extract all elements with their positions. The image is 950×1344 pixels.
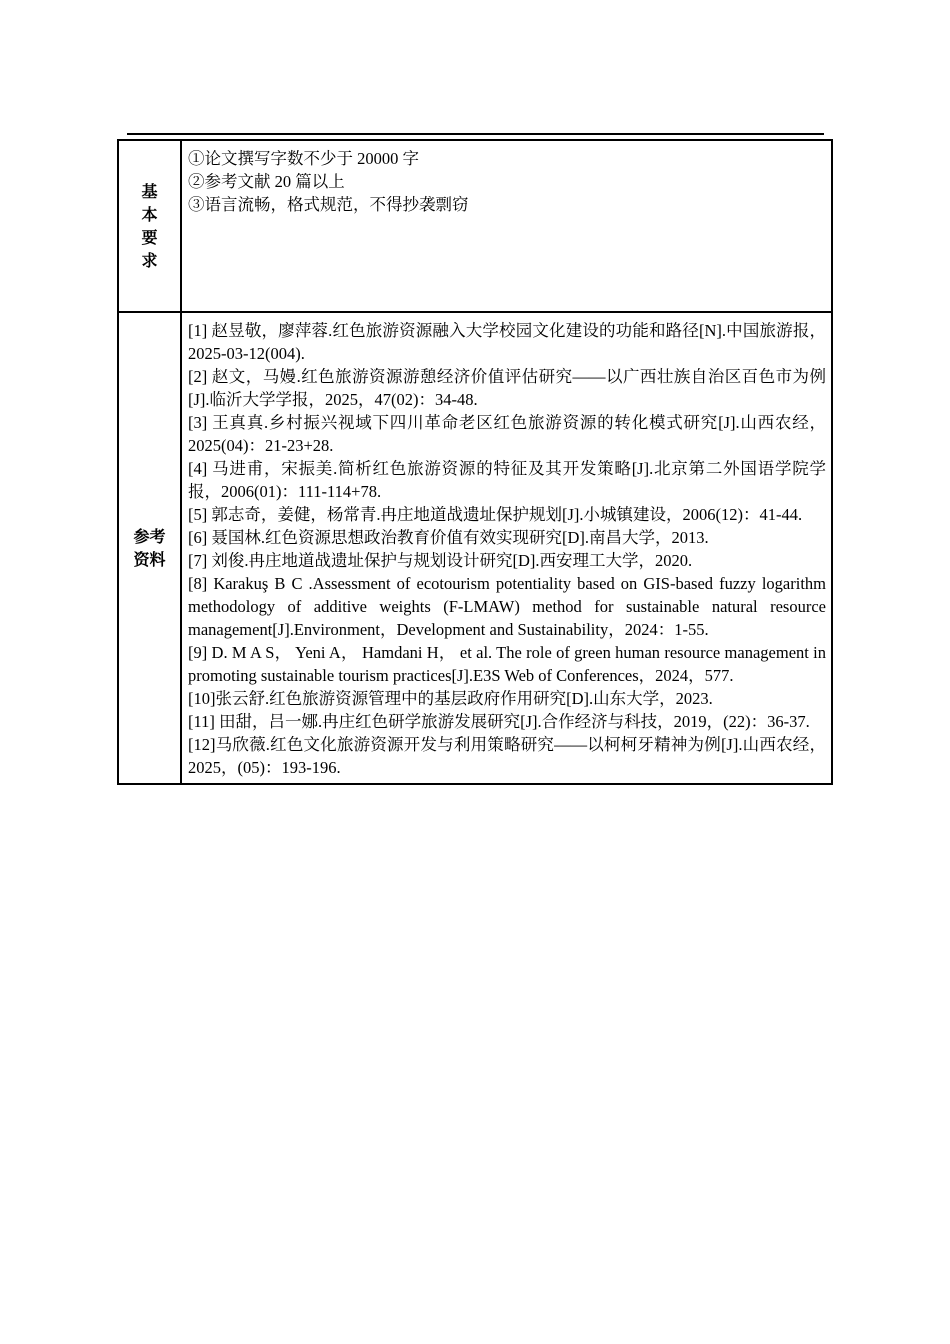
reference-item: [1] 赵昱敬，廖萍蓉.红色旅游资源融入大学校园文化建设的功能和路径[N].中国旅游报，2025-03-12(004).: [188, 321, 826, 363]
requirement-item: ③语言流畅，格式规范，不得抄袭剽窃: [188, 195, 469, 214]
references-label: [118, 312, 181, 784]
reference-item: [10]张云舒.红色旅游资源管理中的基层政府作用研究[D].山东大学，2023.: [188, 689, 713, 708]
reference-item: [5] 郭志奇，姜健，杨常青.冉庄地道战遗址保护规划[J].小城镇建设，2006(12)：41-44.: [188, 505, 803, 524]
requirement-item: ②参考文献 20 篇以上: [188, 172, 345, 191]
reference-item: [2] 赵文，马嫚.红色旅游资源游憩经济价值评估研究——以广西壮族自治区百色市为例[J].临沂大学学报，2025，47(02)：34-48.: [188, 367, 826, 409]
reference-item: [8] Karakuş B C .Assessment of ecotourism potentiality based on GIS-based fuzzy logarithm methodology of additive weights (F-LMAW) method for sustainable natural resource management[J].Environment，Development and Sustainability，2024：1-55.: [188, 574, 826, 639]
references-row: [118, 312, 832, 784]
requirements-row: [118, 140, 832, 312]
reference-item: [6] 聂国林.红色资源思想政治教育价值有效实现研究[D].南昌大学，2013.: [188, 528, 709, 547]
reference-item: [3] 王真真.乡村振兴视域下四川革命老区红色旅游资源的转化模式研究[J].山西农经，2025(04)：21-23+28.: [188, 413, 826, 455]
reference-item: [7] 刘俊.冉庄地道战遗址保护与规划设计研究[D].西安理工大学，2020.: [188, 551, 693, 570]
reference-item: [4] 马进甫，宋振美.简析红色旅游资源的特征及其开发策略[J].北京第二外国语学院学报，2006(01)：111-114+78.: [188, 459, 826, 501]
reference-item: [11] 田甜，吕一娜.冉庄红色研学旅游发展研究[J].合作经济与科技，2019，(22)：36-37.: [188, 712, 810, 731]
requirements-label-char: 基: [141, 182, 158, 201]
reference-item: [9] D. M A S， Yeni A， Hamdani H， et al. The role of green human resource management in promoting sustainable tourism practices[J].E3S Web of Conferences，2024，577.: [188, 643, 826, 685]
requirement-item: ①论文撰写字数不少于 20000 字: [188, 149, 419, 168]
requirements-label-char: 要: [141, 228, 158, 247]
requirements-label-char: 求: [141, 251, 158, 270]
reference-item: [12]马欣薇.红色文化旅游资源开发与利用策略研究——以柯柯牙精神为例[J].山西农经，2025，(05)：193-196.: [188, 735, 826, 777]
form-table: [117, 139, 833, 785]
references-content: [181, 312, 832, 784]
references-label-line: 资料: [133, 550, 166, 569]
requirements-label-char: 本: [141, 205, 158, 224]
references-label-line: 参考: [133, 527, 166, 546]
top-rule: [127, 133, 824, 135]
requirements-label: [118, 140, 181, 312]
requirements-content: [181, 140, 832, 312]
